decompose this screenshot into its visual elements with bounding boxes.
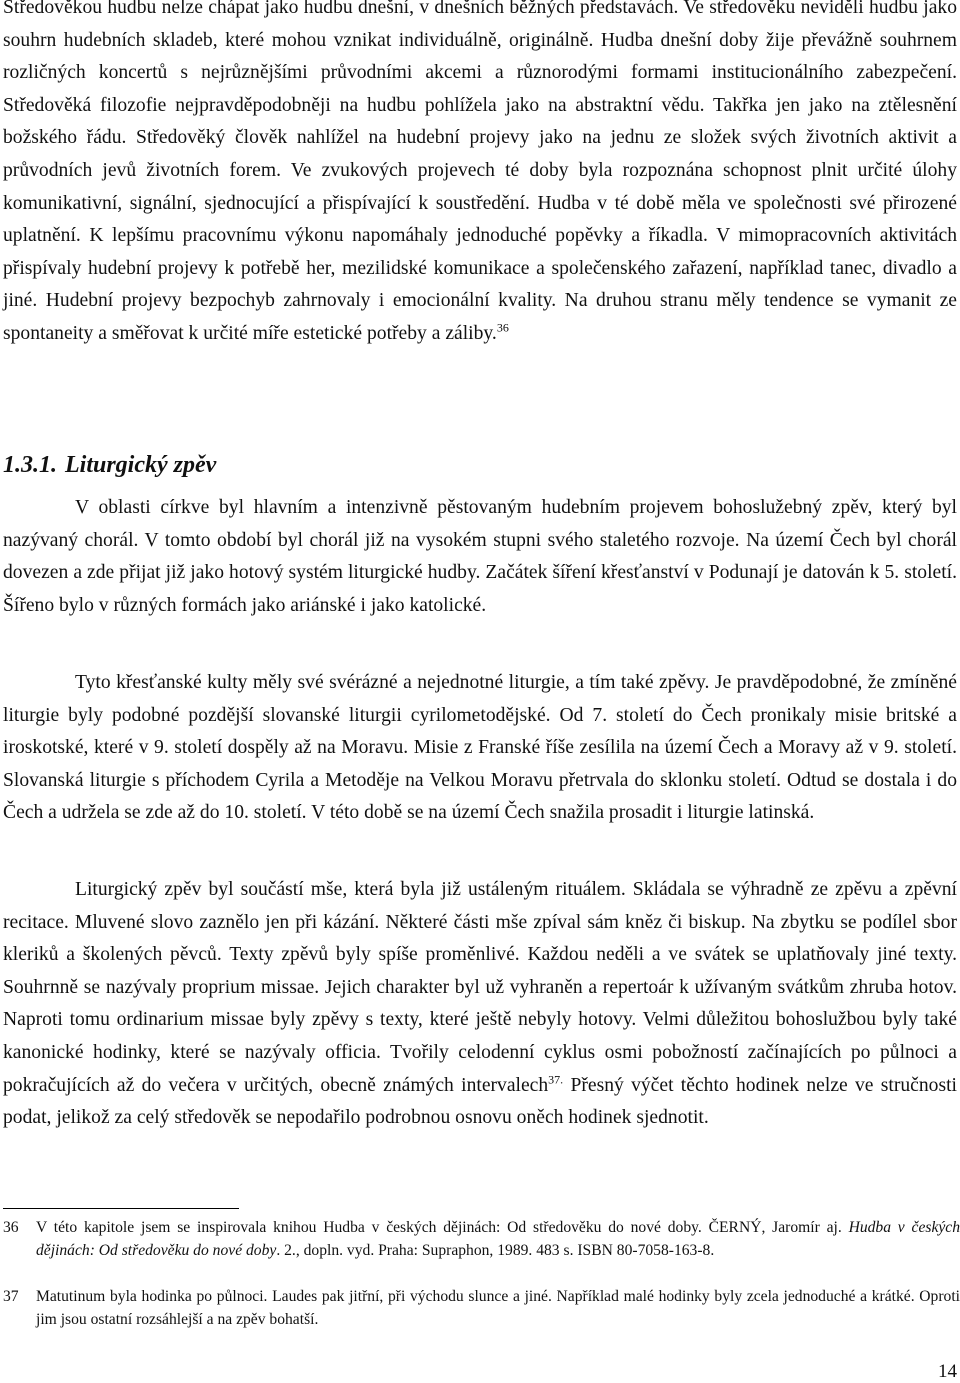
footnote-ref-37[interactable]: 37. xyxy=(548,1072,564,1087)
paragraph-liturgical-chant: V oblasti církve byl hlavním a intenzivně pěstovaným hudebním projevem bohoslužebný zpěv, který byl nazývaný chorál. V tomto období byl chorál již na vysokém stupni svého staletého rozvoje. Na území Čech byl chorál dovezen a zde přijat již jako hotový systém liturgické hudby. Začátek šíření křesťanství v Podunají je datován k 5. století. Šířeno bylo v různých formách jako ariánské i jako katolické. xyxy=(3,497,957,616)
section-heading xyxy=(3,446,216,484)
footnote-36-text-before: V této kapitole jsem se inspirovala knihou Hudba v českých dějinách: Od středověku do nové doby. ČERNÝ, Jaromír aj. xyxy=(36,1219,849,1236)
paragraph-christian-cults: Tyto křesťanské kulty měly své svérázné a nejednotné liturgie, a tím také zpěvy. Je pravděpodobné, že zmíněné liturgie byly podobné pozdější slovanské liturgii cyrilometodějské. Od 7. století do Čech pronikaly misie britské a iroskotské, které v 9. století dospěly až na Moravu. Misie z Franské říše zesílila na území Čech a Moravy až v 9. století. Slovanská liturgie s příchodem Cyrila a Metoděje na Velkou Moravu přetrvala do sklonku století. Odtud se dostala i do Čech a udržela se zde až do 10. století. V této době se na území Čech snažila prosadit i liturgie latinská. xyxy=(3,672,957,824)
footnote-36 xyxy=(3,1217,960,1262)
intro-text: Středověkou hudbu nelze chápat jako hudbu dnešní, v dnešních běžných představách. Ve středověku neviděli hudbu jako souhrn hudebních skladeb, které mohou vznikat individuálně, originálně. Hudba dnešní doby žije převážně souhrnem rozličných koncertů s nejrůznějšími průvodními akcemi a různorodými formami institucionálního zabezpečení. Středověká filozofie nejpravděpodobněji na hudbu pohlížela jako na abstraktní vědu. Takřka jen jako na ztělesnění božského řádu. Středověký člověk nahlížel na hudební projevy jako na jednu ze složek svých životních aktivit a průvodních jevů životních forem. Ve zvukových projevech té doby byla rozpoznána schopnost plnit určité úlohy komunikativní, signální, sjednocující a přispívající k soustředění. Hudba v té době měla ve společnosti své přirozené uplatnění. K lepšímu pracovnímu výkonu napomáhaly jednoduché popěvky a říkadla. V mimopracovních aktivitách přispívaly hudební projevy k potřebě her, mezilidské komunikace a společenského zařazení, například tanec, divadlo a jiné. Hudební projevy bezpochyb zahrnovaly i emocionální kvality. Na druhou stranu měly tendence se vymanit ze spontaneity a směřovat k určité míře estetické potřeby a záliby. xyxy=(3,0,957,344)
section-number: 1.3.1. xyxy=(3,452,57,478)
section-title: Liturgický zpěv xyxy=(65,452,217,478)
footnote-number: 37 xyxy=(3,1288,19,1305)
intro-paragraph xyxy=(3,0,957,351)
footnote-text: Matutinum byla hodinka po půlnoci. Laudes pak jitřní, při východu slunce a jiné. Například malé hodinky byly zcela jednoduché a krátké. Oproti jim jsou ostatní rozsáhlejší a na zpěv bohatší. xyxy=(36,1288,960,1328)
paragraph-mass-text-1: Liturgický zpěv byl součástí mše, která byla již ustáleným rituálem. Skládala se výhradně ze zpěvu a zpěvní recitace. Mluvené slovo zaznělo jen při kázání. Některé části mše zpíval sám kněz či biskup. Na zbytku se podílel sbor kleriků a školených pěvců. Texty zpěvů byly spíše proměnlivé. Každou neděli a ve svátek se uplatňovaly jiné texty. Souhrnně se nazývaly proprium missae. Jejich charakter byl už vyhraněn a repertoár k užívaným svátkům zhruba hotov. Naproti tomu ordinarium missae byly zpěvy s texty, které ještě nebyly hotovy. Velmi důležitou bohoslužbou byly také kanonické hodinky, které se nazývaly officia. Tvořily celodenní cyklus osmi pobožností začínajících po půlnoci a pokračujících až do večera v určitých, obecně známých intervalech xyxy=(3,879,957,1096)
footnote-number: 36 xyxy=(3,1219,19,1236)
page-number: 14 xyxy=(938,1361,957,1382)
footnote-37 xyxy=(3,1286,960,1331)
footnote-separator xyxy=(3,1208,239,1209)
paragraph-mass-structure xyxy=(3,874,957,1135)
footnote-36-book-title: Hudba v českých dějinách: Od středověku do nové doby xyxy=(36,1219,960,1259)
paragraph-mass-text-2: Přesný výčet těchto hodinek nelze ve stručnosti podat, jelikož za celý středověk se nepodařilo podrobnou osnovu oněch hodinek sjednotit. xyxy=(3,1074,957,1129)
footnote-36-text-after: . 2., dopln. vyd. Praha: Supraphon, 1989. 483 s. ISBN 80-7058-163-8. xyxy=(276,1241,715,1259)
footnote-ref-36[interactable]: 36 xyxy=(496,320,509,335)
footnote-text xyxy=(36,1217,960,1262)
